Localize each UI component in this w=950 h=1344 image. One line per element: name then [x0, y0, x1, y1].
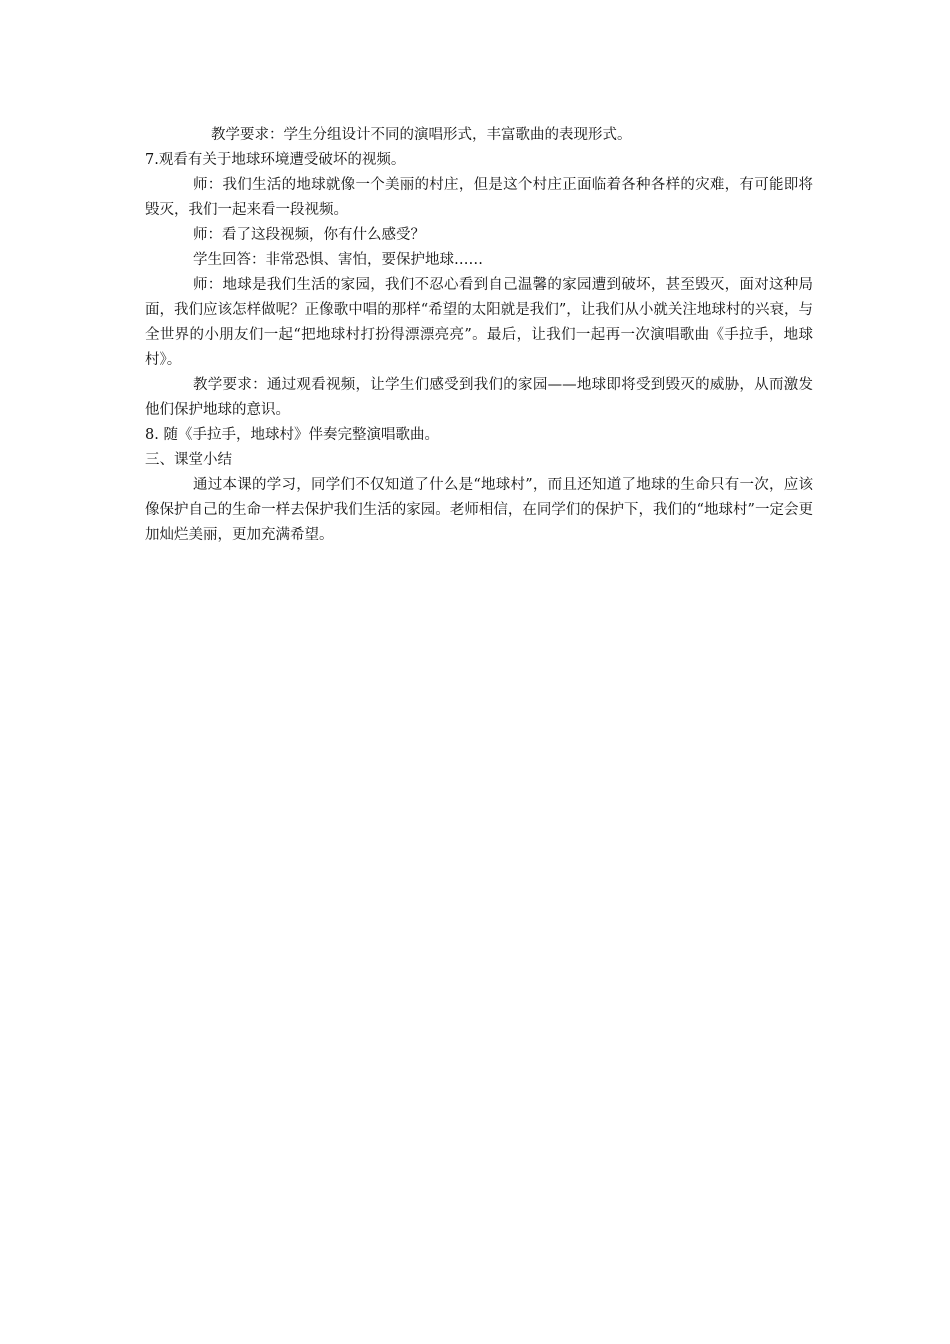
summary-paragraph: 通过本课的学习，同学们不仅知道了什么是“地球村”，而且还知道了地球的生命只有一次，应该像保护自己的生命一样去保护我们生活的家园。老师相信，在同学们的保护下，我们的“地球村”一定会更加灿烂美丽，更加充满希望。 — [145, 477, 813, 543]
teacher-paragraph: 师：地球是我们生活的家园，我们不忍心看到自己温馨的家园遭到破坏，甚至毁灭，面对这种局面，我们应该怎样做呢？正像歌中唱的那样“希望的太阳就是我们”，让我们从小就关注地球村的兴衰，与全世界的小朋友们一起“把地球村打扮得漂漂亮亮”。最后，让我们一起再一次演唱歌曲《手拉手，地球村》。 — [145, 277, 813, 368]
teacher-question-paragraph: 师：看了这段视频，你有什么感受？ — [193, 227, 425, 243]
step-7-heading: 7.观看有关于地球环境遭受破坏的视频。 — [145, 152, 406, 168]
document-body — [145, 123, 813, 548]
teaching-requirement-paragraph: 教学要求：学生分组设计不同的演唱形式，丰富歌曲的表现形式。 — [211, 127, 632, 143]
section-heading: 三、课堂小结 — [145, 452, 232, 468]
teaching-requirement-paragraph: 教学要求：通过观看视频，让学生们感受到我们的家园——地球即将受到毁灭的威胁，从而激发他们保护地球的意识。 — [145, 377, 813, 418]
step-8-heading: 8. 随《手拉手，地球村》伴奏完整演唱歌曲。 — [145, 427, 439, 443]
student-answer-paragraph: 学生回答：非常恐惧、害怕，要保护地球…… — [193, 252, 483, 268]
teacher-paragraph: 师：我们生活的地球就像一个美丽的村庄，但是这个村庄正面临着各种各样的灾难，有可能即将毁灭，我们一起来看一段视频。 — [145, 177, 813, 218]
